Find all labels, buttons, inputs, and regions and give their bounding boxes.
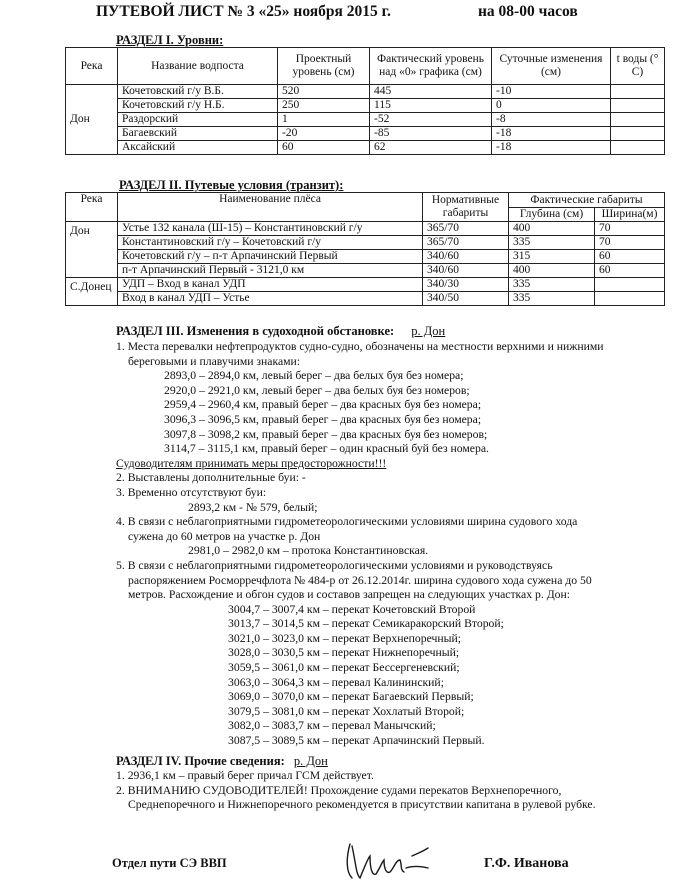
transit-header-depth: Глубина (см)	[509, 208, 595, 222]
section4-line: Среднепоречного и Нижнепоречного рекомендуется в присутствии капитана в рулевой рубке.	[128, 798, 596, 812]
levels-actual-value: 62	[370, 141, 492, 155]
transit-row	[66, 236, 665, 250]
levels-row	[66, 99, 665, 113]
section3-line: 3021,0 – 3023,0 км – перекат Верхнепоречный;	[228, 631, 461, 645]
transit-depth-value: 400	[509, 264, 595, 278]
transit-norm-value: 365/70	[423, 222, 509, 236]
document-header	[96, 3, 578, 21]
levels-design-value: 250	[278, 99, 370, 113]
transit-norm-value: 340/50	[423, 292, 509, 306]
section2-title: РАЗДЕЛ II. Путевые условия (транзит):	[119, 178, 344, 192]
levels-change-value: -18	[492, 127, 611, 141]
levels-temp-value	[611, 85, 665, 99]
transit-depth-value: 315	[509, 250, 595, 264]
signatory-name: Г.Ф. Иванова	[484, 856, 569, 871]
section3-line: 2. Выставлены дополнительные буи: -	[116, 471, 306, 485]
levels-header-change: Суточные изменения (см)	[492, 48, 611, 85]
levels-temp-value	[611, 141, 665, 155]
transit-header-actual: Фактические габариты	[509, 193, 665, 208]
transit-row	[66, 222, 665, 236]
levels-design-value: 520	[278, 85, 370, 99]
levels-table-body	[66, 85, 665, 155]
section4-line: 1. 2936,1 км – правый берег причал ГСМ действует.	[116, 769, 374, 782]
section3-line: 3079,5 – 3081,0 км – перекат Хохлатый Второй;	[228, 704, 465, 718]
section3-line: 3114,7 – 3115,1 км, правый берег – один красный буй без номера.	[164, 442, 489, 456]
section3-line: сужена до 60 метров на участке р. Дон	[128, 529, 321, 543]
section3-line: 2893,0 – 2894,0 км, левый берег – два белых буя без номера;	[164, 369, 464, 383]
levels-header-actual: Фактический уровень над «0» графика (см)	[370, 48, 492, 85]
section3-line: Судоводителям принимать меры предосторожности!!!	[116, 456, 387, 470]
section3-line: 3013,7 – 3014,5 км – перекат Семикаракорский Второй;	[228, 617, 504, 631]
transit-table	[65, 192, 665, 306]
section4-title: РАЗДЕЛ IV. Прочие сведения: р. Дон	[116, 754, 328, 768]
section3-line: 2893,2 км - № 579, белый;	[188, 500, 318, 514]
section3-title: РАЗДЕЛ III. Изменения в судоходной обстановке: р. Дон	[116, 324, 446, 338]
section4-text	[116, 769, 596, 813]
section3-line: 3096,3 – 3096,5 км, правый берег – два красных буя без номера;	[164, 412, 482, 426]
section3-line: береговыми и плавучими знаками:	[128, 354, 301, 368]
transit-width-value	[595, 278, 665, 292]
transit-depth-value: 400	[509, 222, 595, 236]
section3-line: 1. Места перевалки нефтепродуктов судно-судно, обозначены на местности верхними и нижними	[116, 340, 604, 353]
levels-design-value: 1	[278, 113, 370, 127]
transit-header-norm: Нормативные габариты	[423, 193, 509, 222]
transit-width-value: 60	[595, 250, 665, 264]
levels-change-value: -10	[492, 85, 611, 99]
levels-temp-value	[611, 127, 665, 141]
department-name: Отдел пути СЭ ВВП	[112, 856, 227, 870]
section3-line: 3063,0 – 3064,3 км – перевал Калининский;	[228, 675, 444, 689]
levels-change-value: -18	[492, 141, 611, 155]
section3-line: 3097,8 – 3098,2 км, правый берег – два красных буя без номеров;	[164, 427, 488, 441]
levels-post-name: Кочетовский г/у Н.Б.	[118, 99, 278, 113]
section3-line: 2920,0 – 2921,0 км, левый берег – два белых буя без номеров;	[164, 383, 470, 397]
document-time: на 08-00 часов	[478, 3, 578, 20]
transit-table-body	[66, 222, 665, 306]
transit-width-value: 60	[595, 264, 665, 278]
levels-row	[66, 85, 665, 99]
transit-reach-name: Устье 132 канала (Ш-15) – Константиновский г/у	[118, 222, 423, 236]
transit-reach-name: УДП – Вход в канал УДП	[118, 278, 423, 292]
transit-header-width: Ширина(м)	[595, 208, 665, 222]
section3-line: 2981,0 – 2982,0 км – протока Константиновская.	[188, 544, 429, 558]
transit-depth-value: 335	[509, 292, 595, 306]
levels-header-temp: t воды (° С)	[611, 48, 665, 85]
transit-river-cell: Дон	[66, 222, 118, 278]
transit-width-value: 70	[595, 236, 665, 250]
levels-header-river: Река	[66, 48, 118, 85]
levels-actual-value: -85	[370, 127, 492, 141]
transit-depth-value: 335	[509, 236, 595, 250]
section3-line: 3082,0 – 3083,7 км – перевал Манычский;	[228, 719, 436, 733]
transit-reach-name: Кочетовский г/у – п-т Арпачинский Первый	[118, 250, 423, 264]
levels-temp-value	[611, 113, 665, 127]
levels-actual-value: 115	[370, 99, 492, 113]
levels-change-value: -8	[492, 113, 611, 127]
levels-post-name: Багаевский	[118, 127, 278, 141]
levels-change-value: 0	[492, 99, 611, 113]
transit-norm-value: 340/30	[423, 278, 509, 292]
section3-line: 3004,7 – 3007,4 км – перекат Кочетовский Второй	[228, 602, 476, 616]
section3-line: 3028,0 – 3030,5 км – перекат Нижнепоречный;	[228, 646, 460, 660]
transit-reach-name: Вход в канал УДП – Устье	[118, 292, 423, 306]
transit-row	[66, 264, 665, 278]
transit-norm-value: 340/60	[423, 264, 509, 278]
section4-line: 2. ВНИМАНИЮ СУДОВОДИТЕЛЕЙ! Прохождение судами перекатов Верхнепоречного,	[116, 783, 562, 797]
transit-header-river: Река	[66, 193, 118, 222]
levels-actual-value: -52	[370, 113, 492, 127]
transit-row	[66, 278, 665, 292]
levels-row	[66, 127, 665, 141]
levels-design-value: -20	[278, 127, 370, 141]
transit-norm-value: 340/60	[423, 250, 509, 264]
levels-row	[66, 113, 665, 127]
section3-text	[116, 340, 604, 749]
section3-line: 2959,4 – 2960,4 км, правый берег – два красных буя без номера;	[164, 398, 482, 412]
transit-norm-value: 365/70	[423, 236, 509, 250]
levels-post-name: Аксайский	[118, 141, 278, 155]
transit-reach-name: Константиновский г/у – Кочетовский г/у	[118, 236, 423, 250]
transit-row	[66, 250, 665, 264]
section3-line: 4. В связи с неблагоприятными гидрометеорологическими условиями ширина судового хода	[116, 515, 578, 529]
transit-reach-name: п-т Арпачинский Первый - 3121,0 км	[118, 264, 423, 278]
transit-row	[66, 292, 665, 306]
levels-actual-value: 445	[370, 85, 492, 99]
levels-header-design: Проектный уровень (см)	[278, 48, 370, 85]
signature-image	[342, 838, 442, 886]
transit-river-cell: С.Донец	[66, 278, 118, 306]
levels-table	[65, 47, 665, 155]
section4-river: р. Дон	[293, 754, 328, 768]
transit-width-value: 70	[595, 222, 665, 236]
transit-depth-value: 335	[509, 278, 595, 292]
levels-river-cell: Дон	[66, 85, 118, 155]
levels-post-name: Раздорский	[118, 113, 278, 127]
section3-line: распоряжением Росморречфлота № 484-р от 26.12.2014г. ширина судового хода сужена до 50	[128, 573, 592, 587]
levels-header-post: Название водпоста	[118, 48, 278, 85]
transit-header-reach: Наименование плёса	[118, 193, 423, 222]
section3-line: метров. Расхождение и обгон судов и составов запрещен на следующих участках р. Дон:	[128, 588, 571, 602]
section3-line: 5. В связи с неблагоприятными гидрометеорологическими условиями и руководствуясь	[116, 558, 553, 572]
section3-line: 3. Временно отсутствуют буи:	[116, 485, 267, 499]
levels-row	[66, 141, 665, 155]
levels-post-name: Кочетовский г/у В.Б.	[118, 85, 278, 99]
document-title: ПУТЕВОЙ ЛИСТ № 3 «25» ноября 2015 г.	[96, 3, 391, 20]
transit-width-value	[595, 292, 665, 306]
levels-design-value: 60	[278, 141, 370, 155]
section1-title: РАЗДЕЛ I. Уровни:	[116, 33, 224, 47]
levels-temp-value	[611, 99, 665, 113]
section3-line: 3069,0 – 3070,0 км – перекат Багаевский Первый;	[228, 690, 474, 704]
section3-line: 3059,5 – 3061,0 км – перекат Бессергеневский;	[228, 661, 460, 675]
section3-river: р. Дон	[411, 324, 446, 338]
section3-line: 3087,5 – 3089,5 км – перекат Арпачинский Первый.	[228, 734, 485, 748]
